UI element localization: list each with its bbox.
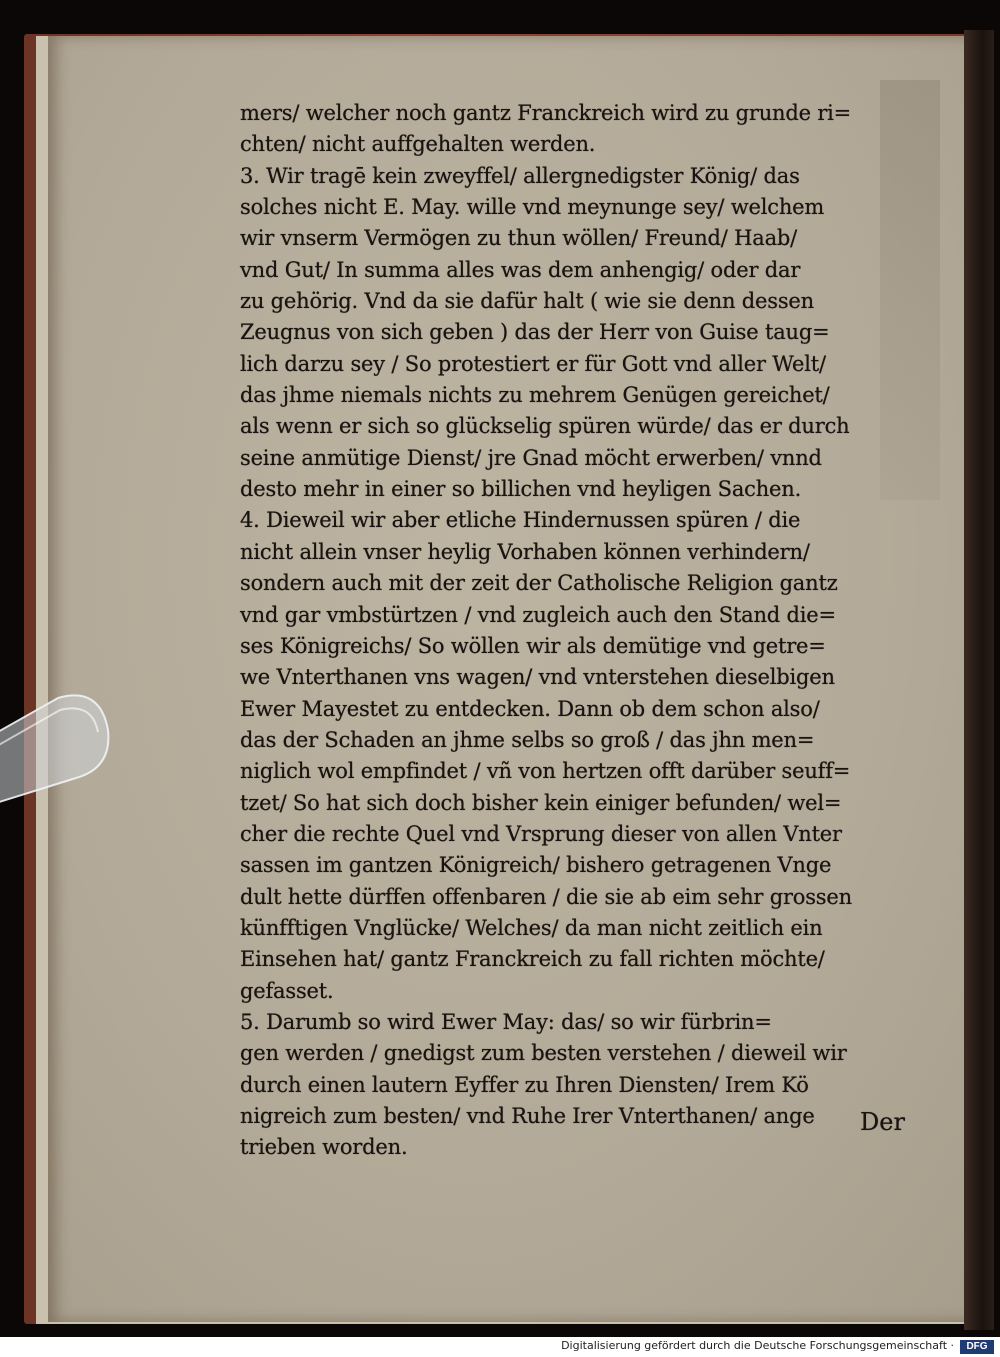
text-line: lich darzu sey / So protestiert er für Gott vnd aller Welt/	[240, 351, 826, 376]
text-line: 5. Darumb so wird Ewer May: das/ so wir fürbrin=	[240, 1009, 772, 1034]
text-line: vnd Gut/ In summa alles was dem anhengig/ oder dar	[240, 257, 801, 282]
text-line: dult hette dürffen offenbaren / die sie ab eim sehr grossen	[240, 884, 852, 909]
text-line: zu gehörig. Vnd da sie dafür halt ( wie sie denn dessen	[240, 289, 814, 314]
catchword: Der	[860, 1108, 905, 1136]
text-line: chten/ nicht auffgehalten werden.	[240, 132, 596, 157]
text-line: gefasset.	[240, 978, 334, 1003]
text-line: cher die rechte Quel vnd Vrsprung dieser von allen Vnter	[240, 821, 842, 846]
text-line: we Vnterthanen vns wagen/ vnd vnterstehen dieselbigen	[240, 665, 835, 690]
text-line: desto mehr in einer so billichen vnd heyligen Sachen.	[240, 477, 802, 502]
page-text	[240, 98, 930, 1164]
text-line: wir vnserm Vermögen zu thun wöllen/ Freund/ Haab/	[240, 226, 798, 251]
text-line: nigreich zum besten/ vnd Ruhe Irer Vnterthanen/ ange	[240, 1104, 815, 1128]
dfg-logo: DFG	[960, 1340, 994, 1354]
text-line: solches nicht E. May. wille vnd meynunge sey/ welchem	[240, 195, 825, 220]
glass-clip-icon	[0, 690, 125, 808]
text-line: 4. Dieweil wir aber etliche Hindernussen spüren / die	[240, 508, 801, 533]
text-line: das der Schaden an jhme selbs so groß / das jhn men=	[240, 727, 815, 752]
text-line: Ewer Mayestet zu entdecken. Dann ob dem schon also/	[240, 696, 820, 721]
text-line: das jhme niemals nichts zu mehrem Genügen gereichet/	[240, 383, 830, 408]
text-line: 3. Wir tragē kein zweyffel/ allergnedigster König/ das	[240, 163, 800, 188]
text-line: nicht allein vnser heylig Vorhaben können verhindern/	[240, 539, 810, 564]
text-line: sondern auch mit der zeit der Catholische Religion gantz	[240, 571, 838, 596]
text-line: seine anmütige Dienst/ jre Gnad möcht erwerben/ vnnd	[240, 445, 822, 470]
text-line: Zeugnus von sich geben ) das der Herr von Guise taug=	[240, 320, 830, 345]
text-line: niglich wol empfindet / vñ von hertzen offt darüber seuff=	[240, 759, 851, 784]
text-line: künfftigen Vnglücke/ Welches/ da man nicht zeitlich ein	[240, 915, 823, 940]
text-line: Einsehen hat/ gantz Franckreich zu fall richten möchte/	[240, 947, 825, 972]
funding-credit: Digitalisierung gefördert durch die Deutsche Forschungsgemeinschaft ·	[561, 1339, 954, 1352]
text-line: vnd gar vmbstürtzen / vnd zugleich auch den Stand die=	[240, 602, 836, 627]
text-line: durch einen lautern Eyffer zu Ihren Diensten/ Irem Kö	[240, 1072, 809, 1097]
text-line: mers/ welcher noch gantz Franckreich wird zu grunde ri=	[240, 101, 852, 125]
text-line: ses Königreichs/ So wöllen wir als demütige vnd getre=	[240, 633, 826, 658]
text-line: gen werden / gnedigst zum besten verstehen / dieweil wir	[240, 1041, 847, 1066]
text-line: trieben worden.	[240, 1135, 408, 1160]
text-line: als wenn er sich so glückselig spüren würde/ das er durch	[240, 414, 850, 439]
text-line: sassen im gantzen Königreich/ bishero getragenen Vnge	[240, 853, 832, 878]
text-line: tzet/ So hat sich doch bisher kein einiger befunden/ wel=	[240, 790, 842, 815]
book-spine	[964, 30, 994, 1330]
footer-bar	[0, 1337, 1000, 1357]
